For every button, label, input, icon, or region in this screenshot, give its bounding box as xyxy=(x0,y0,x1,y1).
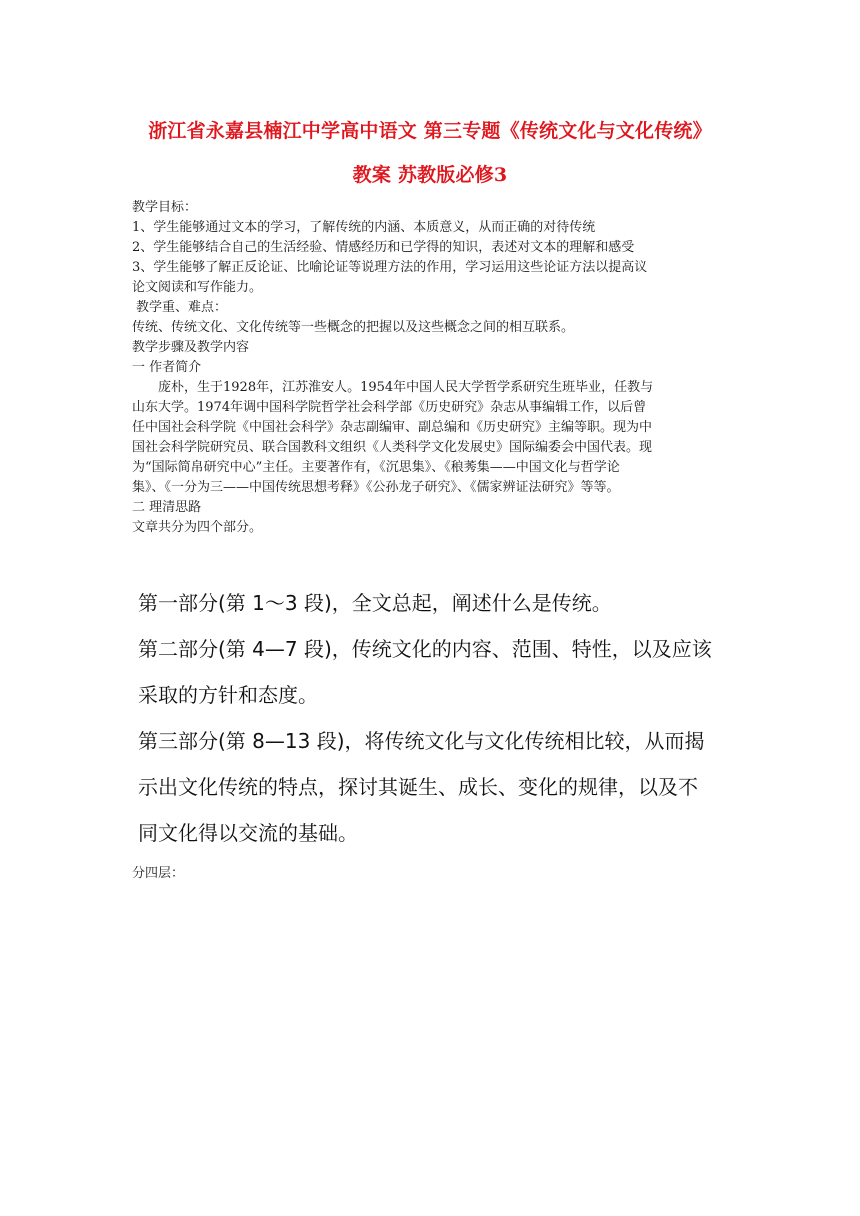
scanned-line: 同文化得以交流的基础。 xyxy=(138,821,358,845)
scanned-line: 示出文化传统的特点，探讨其诞生、成长、变化的规律，以及不 xyxy=(138,775,698,799)
scanned-line: 第三部分(第 8—13 段)，将传统文化与文化传统相比较，从而揭 xyxy=(138,729,705,753)
scanned-line: 第二部分(第 4—7 段)，传统文化的内容、范围、特性，以及应该 xyxy=(138,637,712,661)
layers-text: 分四层： xyxy=(132,866,185,881)
scanned-line: 第一部分(第 1～3 段)，全文总起，阐述什么是传统。 xyxy=(138,591,612,615)
author-bio-line: 山东大学。1974年调中国科学院哲学社会科学部《历史研究》杂志从事编辑工作，以后曾 xyxy=(132,400,647,415)
section-heading-author: 一 作者简介 xyxy=(132,360,202,375)
author-bio-line: 集》、《一分为三——中国传统思想考释》《公孙龙子研究》、《儒家辨证法研究》等等。 xyxy=(132,480,620,495)
author-bio-line: 为“国际简帛研究中心”主任。主要著作有，《沉思集》、《稂莠集——中国文化与哲学论 xyxy=(132,460,620,475)
objective-item: 论文阅读和写作能力。 xyxy=(132,280,263,295)
objective-item: 1、学生能够通过文本的学习，了解传统的内涵、本质意义，从而正确的对待传统 xyxy=(132,220,596,235)
author-bio-line: 任中国社会科学院《中国社会科学》杂志副编审、副总编和《历史研究》主编等职。现为中 xyxy=(132,420,653,435)
key-points-heading: 教学重、难点： xyxy=(136,300,228,315)
objectives-heading: 教学目标： xyxy=(132,200,198,215)
scanned-text-image xyxy=(132,580,732,856)
author-bio-line: 国社会科学院研究员、联合国教科文组织《人类科学文化发展史》国际编委会中国代表。现 xyxy=(132,440,653,455)
document-title-line-1: 浙江省永嘉县楠江中学高中语文 第三专题《传统文化与文化传统》 xyxy=(148,120,712,142)
author-bio-line: 庞朴，生于1928年，江苏淮安人。1954年中国人民大学哲学系研究生班毕业，任教与 xyxy=(158,380,654,395)
objective-item: 3、学生能够了解正反论证、比喻论证等说理方法的作用，学习运用这些论证方法以提高议 xyxy=(132,260,648,275)
structure-intro: 文章共分为四个部分。 xyxy=(132,520,263,535)
document-title-line-2: 教案 苏教版必修3 xyxy=(352,164,508,186)
scanned-line: 采取的方针和态度。 xyxy=(138,683,318,707)
objective-item: 2、学生能够结合自己的生活经验、情感经历和已学得的知识，表述对文本的理解和感受 xyxy=(132,240,635,255)
key-points-text: 传统、传统文化、文化传统等一些概念的把握以及这些概念之间的相互联系。 xyxy=(132,320,575,335)
section-heading-structure: 二 理清思路 xyxy=(132,500,202,515)
document-body xyxy=(132,198,732,538)
steps-heading: 教学步骤及教学内容 xyxy=(132,340,250,355)
